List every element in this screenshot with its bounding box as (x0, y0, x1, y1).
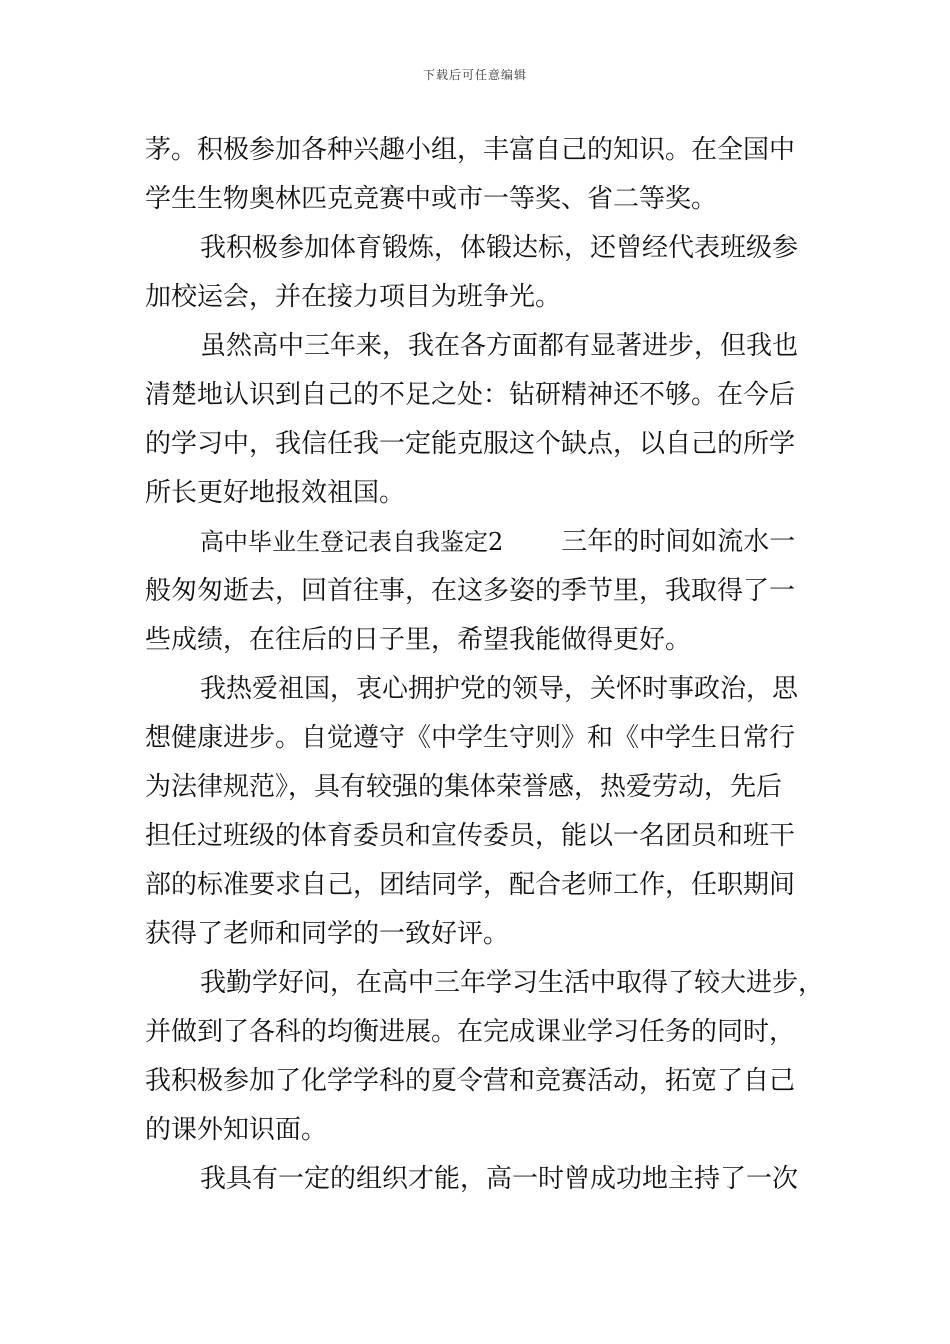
text-line: 并做到了各科的均衡进展。在完成课业学习任务的同时， (145, 1017, 796, 1047)
text-line: 所长更好地报效祖国。 (145, 478, 406, 508)
text-line: 些成绩，在往后的日子里，希望我能做得更好。 (145, 625, 692, 655)
text-line: 我勤学好问，在高中三年学习生活中取得了较大进步， (200, 968, 825, 998)
text-fragment: 三年的时间如流水一 (561, 527, 796, 557)
section-heading-line (145, 518, 810, 567)
text-line: 的学习中，我信任我一定能克服这个缺点，以自己的所学 (145, 429, 796, 459)
text-line: 茅。积极参加各种兴趣小组，丰富自己的知识。在全国中 (145, 135, 796, 165)
text-line: 部的标准要求自己，团结同学，配合老师工作，任职期间 (145, 870, 796, 900)
text-line: 我积极参加体育锻炼，体锻达标，还曾经代表班级参 (200, 233, 799, 263)
text-line: 我具有一定的组织才能，高一时曾成功地主持了一次 (200, 1164, 799, 1194)
section-heading: 高中毕业生登记表自我鉴定2 (200, 528, 504, 556)
text-line: 的课外知识面。 (145, 1115, 328, 1145)
text-line: 虽然高中三年来，我在各方面都有显著进步，但我也 (200, 331, 799, 361)
document-body (145, 126, 825, 1204)
text-line: 我积极参加了化学学科的夏令营和竞赛活动，拓宽了自己 (145, 1066, 796, 1096)
text-line: 想健康进步。自觉遵守《中学生守则》和《中学生日常行 (145, 723, 796, 753)
text-line: 获得了老师和同学的一致好评。 (145, 919, 510, 949)
text-line: 我热爱祖国，衷心拥护党的领导，关怀时事政治，思 (200, 674, 799, 704)
text-line: 般匆匆逝去，回首往事，在这多姿的季节里，我取得了一 (145, 576, 796, 606)
text-line: 加校运会，并在接力项目为班争光。 (145, 282, 562, 312)
text-line: 担任过班级的体育委员和宣传委员，能以一名团员和班干 (145, 821, 796, 851)
page-header-note: 下载后可任意编辑 (422, 68, 527, 82)
text-line: 清楚地认识到自己的不足之处：钻研精神还不够。在今后 (145, 380, 796, 410)
text-line: 为法律规范》，具有较强的集体荣誉感，热爱劳动，先后 (145, 772, 783, 802)
text-line: 学生生物奥林匹克竞赛中或市一等奖、省二等奖。 (145, 184, 718, 214)
